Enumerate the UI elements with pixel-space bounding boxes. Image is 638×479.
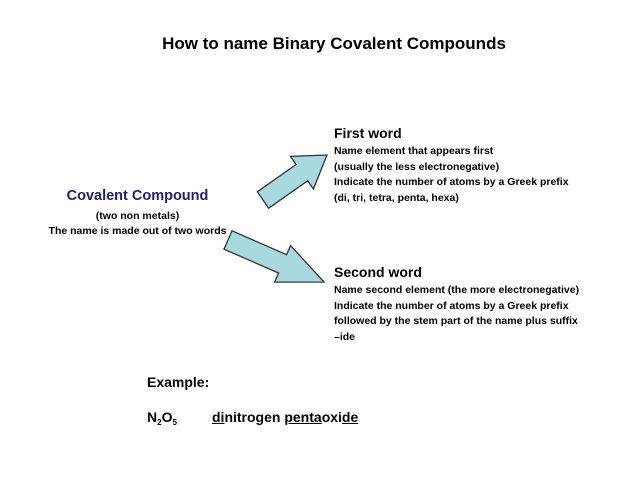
formula-subscript-2: 5 bbox=[172, 418, 177, 427]
covalent-compound-sub2: The name is made out of two words bbox=[48, 225, 227, 237]
first-word-line: (usually the less electronegative) bbox=[334, 160, 500, 173]
second-word-block bbox=[334, 264, 634, 345]
second-word-heading: Second word bbox=[334, 264, 422, 280]
name-suffix-de: de bbox=[341, 409, 359, 425]
covalent-compound-heading: Covalent Compound bbox=[66, 188, 209, 204]
covalent-compound-block bbox=[30, 188, 245, 239]
name-stem-nitrogen: nitrogen bbox=[224, 409, 285, 425]
first-word-line: Indicate the number of atoms by a Greek prefix bbox=[334, 176, 569, 188]
example-label: Example: bbox=[147, 374, 210, 390]
second-word-line: –ide bbox=[334, 330, 356, 343]
covalent-compound-sub1: (two non metals) bbox=[95, 210, 180, 222]
page-title: How to name Binary Covalent Compounds bbox=[162, 34, 506, 53]
name-prefix-penta: penta bbox=[284, 409, 322, 425]
formula-element-1: N bbox=[147, 409, 158, 425]
name-prefix-di: di bbox=[212, 409, 225, 425]
second-word-line: Name second element (the more electronegative) bbox=[334, 284, 580, 296]
first-word-heading: First word bbox=[334, 125, 402, 141]
first-word-line: (di, tri, tetra, penta, hexa) bbox=[334, 191, 459, 204]
example-compound-name bbox=[212, 409, 358, 425]
first-word-block bbox=[334, 125, 634, 206]
arrow-up-right-icon bbox=[257, 155, 327, 208]
first-word-line: Name element that appears first bbox=[334, 145, 494, 157]
example-formula bbox=[147, 409, 177, 427]
formula-element-2: O bbox=[161, 409, 173, 425]
formula-subscript-1: 2 bbox=[157, 418, 162, 427]
second-word-line: Indicate the number of atoms by a Greek prefix bbox=[334, 299, 569, 312]
name-stem-oxi: oxi bbox=[321, 409, 342, 425]
second-word-line: followed by the stem part of the name plus suffix bbox=[334, 315, 578, 327]
